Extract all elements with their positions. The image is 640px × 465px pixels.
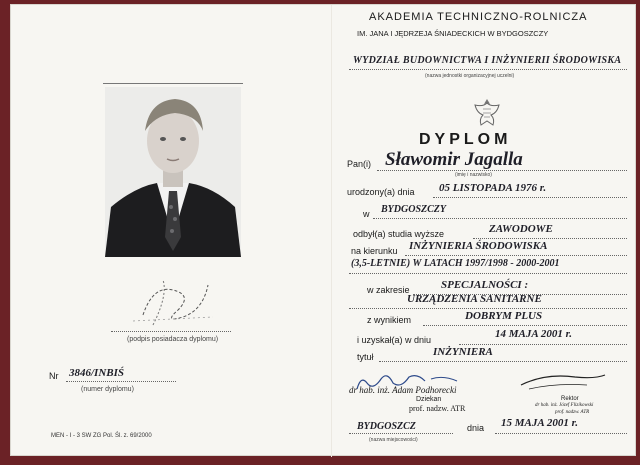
born-line [433,197,627,198]
rector-name: dr hab. inż. Józef Flizikowski [535,403,594,408]
place-value: BYDGOSZCZ [357,421,416,432]
institution-line1: AKADEMIA TECHNICZNO-ROLNICZA [369,11,588,23]
in-label: w [363,209,370,219]
page-fold [331,5,332,457]
holder-signature-caption: (podpis posiadacza dyplomu) [127,336,219,343]
rector-title: prof. nadzw. ATR [555,410,590,415]
holder-signature-mark [123,255,218,337]
diploma-page [10,4,636,456]
rector-role: Rektor [561,396,579,402]
name-line [377,170,627,171]
obtained-line [459,344,627,345]
faculty-line [349,69,627,70]
name-label: Pan(i) [347,159,372,169]
photo-top-line [103,83,243,85]
studies-line [473,238,627,239]
dean-title: prof. nadzw. ATR [409,404,466,413]
place-caption: (nazwa miejscowości) [369,437,418,443]
name-caption: (imię i nazwisko) [455,172,492,178]
rector-signature [515,369,611,393]
footer-code: MEN - I - 3 SW ZG Pol. Śl. z. 69/2000 [51,433,152,439]
eagle-emblem-icon [469,95,505,131]
specialty-line [349,308,627,309]
obtained-label: i uzyskał(a) w dniu [357,335,432,345]
studies-value: ZAWODOWE [489,223,553,235]
dean-role: Dziekan [416,396,442,403]
date-value: 15 MAJA 2001 r. [501,417,579,429]
born-value: 05 LISTOPADA 1976 r. [439,182,547,194]
studies-label: odbył(a) studia wyższe [353,229,445,239]
number-value: 3846/INBIŚ [69,367,125,379]
diploma-title: DYPLOM [419,131,512,148]
holder-photo [105,87,241,257]
major-value: INŻYNIERIA ŚRODOWISKA [409,240,548,252]
specialty-value: URZĄDZENIA SANITARNE [407,293,542,305]
result-value: DOBRYM PLUS [465,310,543,322]
in-line [373,218,627,219]
faculty-caption: (nazwa jednostki organizacyjnej uczelni) [425,73,515,79]
degree-value: INŻYNIERA [433,346,493,358]
in-value: BYDGOSZCZY [381,204,446,215]
major-line [405,255,627,256]
date-line [495,433,627,434]
holder-signature-line [111,331,231,332]
obtained-value: 14 MAJA 2001 r. [495,328,573,340]
years-line [349,273,627,274]
born-label: urodzony(a) dnia [347,187,415,197]
scope-label: w zakresie [367,285,410,295]
number-line [66,381,176,382]
dean-name: dr hab. inż. Adam Podhorecki [349,385,457,395]
number-label: Nr [49,371,59,381]
institution-line2: IM. JANA I JĘDRZEJA ŚNIADECKICH W BYDGOSZCZY [357,29,549,38]
result-label: z wynikiem [367,315,412,325]
name-value: Sławomir Jagalla [385,149,523,170]
faculty-value: WYDZIAŁ BUDOWNICTWA I INŻYNIERII ŚRODOWISKA [353,55,622,66]
holder-portrait [105,87,241,257]
degree-label: tytuł [357,352,374,362]
scope-value: SPECJALNOŚCI : [441,279,529,291]
years-value: (3,5-LETNIE) W LATACH 1997/1998 - 2000-2001 [351,258,560,269]
result-line [423,325,627,326]
place-line [349,433,453,434]
degree-line [379,361,627,362]
number-caption: (numer dyplomu) [81,386,134,393]
major-label: na kierunku [351,246,398,256]
date-label: dnia [467,423,485,433]
